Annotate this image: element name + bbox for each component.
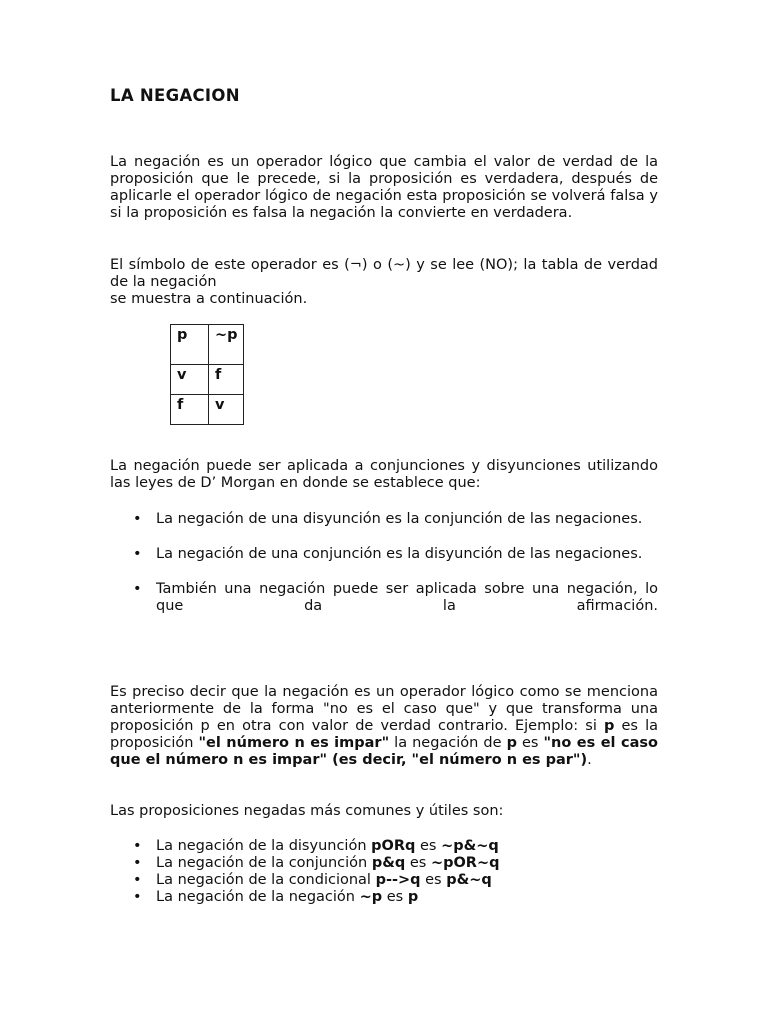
truth-cell: f — [209, 365, 244, 395]
negation-result: p — [407, 889, 419, 905]
example-text: es — [516, 735, 544, 751]
truth-table-header — [171, 325, 244, 365]
truth-cell: v — [209, 395, 244, 425]
example-text: Es preciso decir que la negación es un operador lógico como se menciona anteriormente de la forma "no es el caso que" y que transforma una proposición p en otra con valor de verdad contrario. Ejemplo: si — [110, 684, 658, 734]
list-item — [110, 855, 658, 872]
example-bold: "el número n es impar" — [198, 735, 390, 751]
negation-expr: ~p — [359, 889, 383, 905]
truth-cell: v — [171, 365, 209, 395]
intro-paragraph: La negación es un operador lógico que cambia el valor de verdad de la proposición que le precede, si la proposición es verdadera, después de aplicarle el operador lógico de negación esta proposición se volverá falsa y si la proposición es falsa la negación la convierte en verdadera. — [110, 154, 658, 221]
list-item — [110, 838, 658, 855]
list-item — [110, 889, 658, 906]
bullet-icon: • — [133, 889, 142, 905]
truth-cell: f — [171, 395, 209, 425]
symbol-paragraph-line2: se muestra a continuación. — [110, 291, 308, 307]
negation-result: p&~q — [446, 872, 492, 888]
negation-prefix: La negación de la negación — [156, 889, 360, 905]
negation-prefix: La negación de la conjunción — [156, 855, 372, 871]
truth-header-p: p — [171, 325, 209, 365]
list-item-text: También una negación puede ser aplicada sobre una negación, lo que da la afirmación. — [156, 581, 658, 614]
list-item — [110, 581, 658, 615]
example-paragraph — [110, 684, 658, 769]
truth-table-row — [171, 365, 244, 395]
negation-expr: p-->q — [375, 872, 421, 888]
truth-table — [170, 324, 244, 425]
negation-mid: es — [405, 855, 431, 871]
example-bold: p — [506, 735, 517, 751]
negation-prefix: La negación de la condicional — [156, 872, 376, 888]
negation-result: ~p&~q — [441, 838, 499, 854]
truth-header-not-p: ~p — [209, 325, 244, 365]
truth-table-row — [171, 395, 244, 425]
list-item — [110, 511, 658, 528]
bullet-icon: • — [133, 838, 142, 854]
example-bold: "no es el caso que el número n es impar" (es decir, "el número n es par") — [110, 735, 658, 768]
list-item-text: La negación de una conjunción es la disyunción de las negaciones. — [156, 546, 643, 562]
common-negations-intro: Las proposiciones negadas más comunes y útiles son: — [110, 803, 504, 819]
example-text: la negación de — [389, 735, 507, 751]
negation-expr: pORq — [371, 838, 416, 854]
list-item-text: La negación de una disyunción es la conjunción de las negaciones. — [156, 511, 643, 527]
list-item — [110, 546, 658, 563]
list-item — [110, 872, 658, 889]
page-title: LA NEGACION — [110, 86, 240, 105]
bullet-icon: • — [133, 511, 142, 527]
negation-mid: es — [415, 838, 442, 854]
bullet-icon: • — [133, 855, 142, 871]
bullet-icon: • — [133, 872, 142, 888]
negation-mid: es — [382, 889, 408, 905]
bullet-icon: • — [133, 581, 142, 597]
dmorgan-paragraph: La negación puede ser aplicada a conjunciones y disyunciones utilizando las leyes de D’ Morgan en donde se establece que: — [110, 458, 658, 491]
bullet-icon: • — [133, 546, 142, 562]
common-negations-list — [110, 838, 658, 906]
example-text: es la proposición — [110, 718, 659, 751]
dmorgan-list — [110, 511, 658, 633]
negation-prefix: La negación de la disyunción — [156, 838, 372, 854]
example-text: . — [587, 752, 592, 768]
symbol-paragraph-line1: El símbolo de este operador es (¬) o (~) y se lee (NO); la tabla de verdad de la negación — [110, 257, 658, 290]
negation-expr: p&q — [371, 855, 406, 871]
negation-mid: es — [420, 872, 447, 888]
symbol-paragraph — [110, 257, 658, 308]
negation-result: ~pOR~q — [430, 855, 500, 871]
example-bold: p — [604, 718, 615, 734]
